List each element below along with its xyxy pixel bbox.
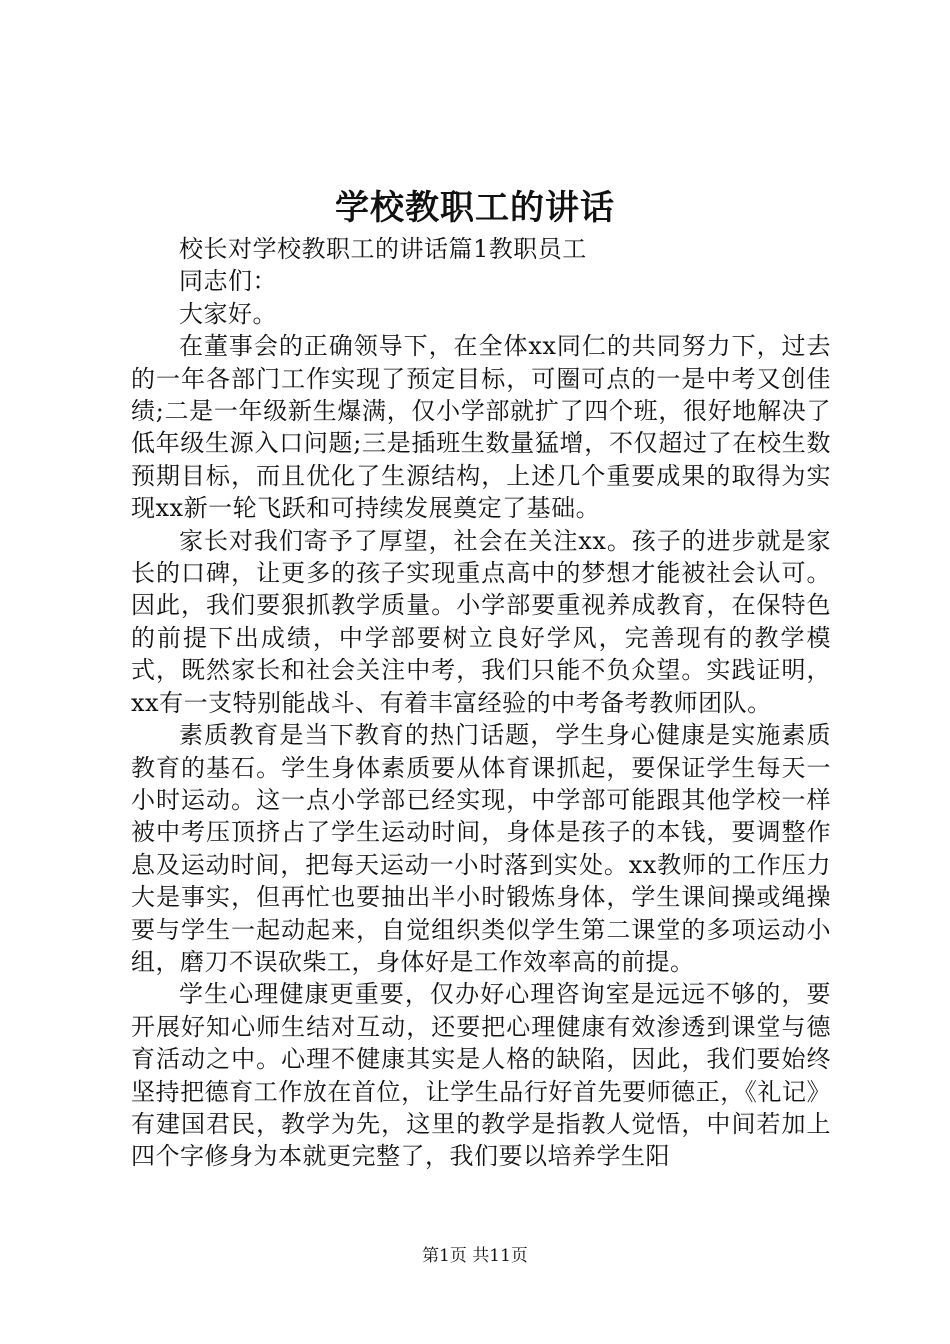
page-number-footer: 第1页 共11页 — [422, 1246, 528, 1266]
paragraph: 同志们： — [179, 267, 277, 296]
document-title: 学校教职工的讲话 — [335, 188, 615, 228]
document-body — [131, 233, 831, 1173]
paragraph: 大家好。 — [179, 299, 277, 328]
paragraph: 学生心理健康更重要，仅办好心理咨询室是远远不够的，要开展好知心师生结对互动，还要把心理健康有效渗透到课堂与德育活动之中。心理不健康其实是人格的缺陷，因此，我们要始终坚持把德育工作放在首位，让学生品行好首先要师德正，《礼记》有建国君民，教学为先，这里的教学是指教人觉悟，中间若加上四个字修身为本就更完整了，我们要以培养学生阳 — [131, 980, 831, 1171]
paragraph: 家长对我们寄予了厚望，社会在关注xx。孩子的进步就是家长的口碑，让更多的孩子实现重点高中的梦想才能被社会认可。因此，我们要狠抓教学质量。小学部要重视养成教育，在保特色的前提下出成绩，中学部要树立良好学风，完善现有的教学模式，既然家长和社会关注中考，我们只能不负众望。实践证明，xx有一支特别能战斗、有着丰富经验的中考备考教师团队。 — [131, 526, 831, 717]
paragraph: 校长对学校教职工的讲话篇1教职员工 — [179, 235, 587, 263]
paragraph: 素质教育是当下教育的热门话题，学生身心健康是实施素质教育的基石。学生身体素质要从体育课抓起，要保证学生每天一小时运动。这一点小学部已经实现，中学部可能跟其他学校一样被中考压顶挤占了学生运动时间，身体是孩子的本钱，要调整作息及运动时间，把每天运动一小时落到实处。xx教师的工作压力大是事实，但再忙也要抽出半小时锻炼身体，学生课间操或绳操要与学生一起动起来，自觉组织类似学生第二课堂的多项运动小组，磨刀不误砍柴工，身体好是工作效率高的前提。 — [131, 721, 831, 976]
paragraph: 在董事会的正确领导下，在全体xx同仁的共同努力下，过去的一年各部门工作实现了预定目标，可圈可点的一是中考又创佳绩;二是一年级新生爆满，仅小学部就扩了四个班，很好地解决了低年级生源入口问题;三是插班生数量猛增，不仅超过了在校生数预期目标，而且优化了生源结构，上述几个重要成果的取得为实现xx新一轮飞跃和可持续发展奠定了基础。 — [131, 332, 831, 523]
